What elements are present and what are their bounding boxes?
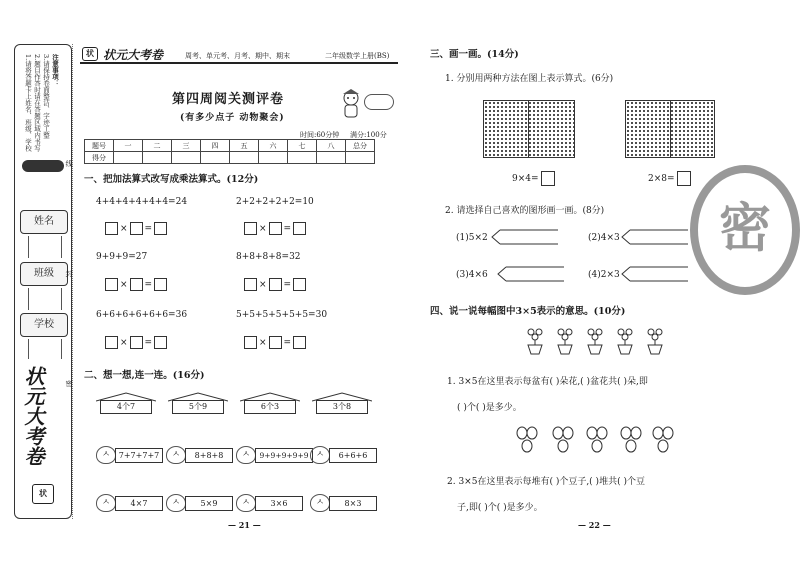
answer-row-5 [105, 336, 167, 349]
school-field[interactable] [28, 339, 62, 359]
section-4-q1-line2: ( )个( )是多少。 [457, 403, 522, 413]
dot-grid-b-divider [670, 100, 671, 158]
equation-4: 8+8+8+8=32 [236, 252, 301, 262]
animal-face-icon: ㅅ [236, 494, 256, 512]
equation-6: 5+5+5+5+5+5=30 [236, 310, 328, 320]
score-input-cell[interactable] [230, 152, 259, 164]
score-input-cell[interactable] [172, 152, 201, 164]
animal-card-label: 8×3 [329, 496, 377, 511]
house-label: 3个8 [316, 400, 368, 414]
equals-sign: = [144, 280, 153, 290]
score-table [84, 139, 375, 164]
section-4-q2-line1: 2. 3×5在这里表示每堆有( )个豆子,( )堆共( )个豆 [447, 477, 645, 487]
equals-sign: = [283, 224, 292, 234]
times-sign: × [120, 280, 128, 290]
notes-badge [22, 160, 64, 172]
name-field[interactable] [28, 236, 62, 258]
section-3-q1: 1. 分别用两种方法在图上表示算式。(6分) [445, 74, 614, 84]
animal-card[interactable] [236, 492, 306, 516]
answer-row-6 [244, 336, 306, 349]
animal-card-label: 9+9+9+9+9 [255, 448, 313, 463]
answer-box[interactable] [154, 336, 167, 349]
section-1-heading: 一、把加法算式改写成乘法算式。(12分) [84, 174, 259, 185]
header-subject: 二年级数学上册(BS) [325, 52, 390, 60]
animal-card[interactable] [96, 492, 166, 516]
answer-row-4 [244, 278, 306, 291]
mascot-speech-bubble [364, 94, 394, 110]
equals-sign: = [283, 280, 292, 290]
score-input-cell[interactable] [346, 152, 375, 164]
score-cell: 二 [143, 140, 172, 152]
score-input-cell[interactable] [114, 152, 143, 164]
brand-vertical-logo [20, 362, 68, 470]
answer-row-2 [244, 222, 306, 235]
animal-card[interactable] [166, 492, 236, 516]
notes-line-2: 2.题目作答时请在答题区域内书写 [33, 54, 41, 152]
answer-box[interactable] [293, 222, 306, 235]
score-input-cell[interactable] [317, 152, 346, 164]
secret-stamp: 密 [690, 165, 800, 295]
score-cell: 一 [114, 140, 143, 152]
answer-box[interactable] [269, 278, 282, 291]
house-label: 4个7 [100, 400, 152, 414]
animal-card[interactable] [96, 444, 166, 468]
score-cell: 四 [201, 140, 230, 152]
score-cell: 七 [288, 140, 317, 152]
animal-face-icon: ㅅ [166, 446, 186, 464]
margin-mark-seal: 封 [65, 270, 73, 277]
times-sign: × [120, 224, 128, 234]
draw-item-4: (4)2×3 [588, 270, 620, 280]
house-card[interactable] [240, 392, 300, 414]
answer-box[interactable] [130, 278, 143, 291]
animal-card-label: 4×7 [115, 496, 163, 511]
animal-face-icon: ㅅ [166, 494, 186, 512]
animal-card-label: 6+6+6 [329, 448, 377, 463]
times-sign: × [259, 224, 267, 234]
name-label: 姓名 [20, 210, 68, 234]
notes-heading: 注意事项： [51, 54, 59, 87]
dot-grid-a-divider [528, 100, 529, 158]
answer-box[interactable] [541, 171, 555, 186]
equation-2: 2+2+2+2+2=10 [236, 197, 314, 207]
answer-box[interactable] [130, 222, 143, 235]
house-card[interactable] [96, 392, 156, 414]
draw-lines-4[interactable] [620, 265, 690, 283]
times-sign: × [120, 338, 128, 348]
answer-row-3 [105, 278, 167, 291]
score-cell: 六 [259, 140, 288, 152]
section-4-q2-line2: 子,即( )个( )是多少。 [457, 503, 543, 513]
header-rule [80, 62, 398, 64]
exam-title: 第四周阅关测评卷 [172, 92, 285, 107]
flower-pots-icon [520, 327, 670, 355]
answer-row-1 [105, 222, 167, 235]
answer-box[interactable] [677, 171, 691, 186]
page-number-right: — 22 — [578, 520, 611, 530]
exam-time: 时间:60分钟 [300, 131, 340, 139]
animal-card[interactable] [236, 444, 309, 468]
equation-5: 6+6+6+6+6+6=36 [96, 310, 188, 320]
animal-card-label: 5×9 [185, 496, 233, 511]
animal-card-label: 3×6 [255, 496, 303, 511]
score-cell: 题号 [85, 140, 114, 152]
mascot-icon [338, 88, 364, 120]
answer-box[interactable] [130, 336, 143, 349]
equals-sign: = [144, 224, 153, 234]
animal-face-icon: ㅅ [96, 494, 116, 512]
animal-face-icon: ㅅ [96, 446, 116, 464]
brand-vertical-text: 状元大考卷 [21, 366, 45, 466]
score-cell: 八 [317, 140, 346, 152]
page-number-left: — 21 — [228, 520, 261, 530]
score-table-score-row [85, 152, 375, 164]
draw-lines-1[interactable] [490, 228, 560, 246]
exam-full-score: 满分:100分 [350, 131, 387, 139]
draw-item-2: (2)4×3 [588, 233, 620, 243]
answer-box[interactable] [269, 222, 282, 235]
draw-lines-3[interactable] [496, 265, 566, 283]
school-label: 学校 [20, 313, 68, 337]
animal-face-icon: ㅅ [310, 446, 330, 464]
times-sign: × [259, 280, 267, 290]
animal-face-icon: ㅅ [236, 446, 256, 464]
answer-box[interactable] [244, 278, 257, 291]
class-field[interactable] [28, 288, 62, 310]
score-input-cell[interactable] [288, 152, 317, 164]
margin-mark-secret: 密 [65, 380, 73, 387]
answer-box[interactable] [105, 278, 118, 291]
notes-line-3: 3.请保持卷面整洁、字迹工整 [42, 54, 50, 139]
animal-card[interactable] [310, 492, 380, 516]
score-input-cell[interactable] [259, 152, 288, 164]
house-card[interactable] [312, 392, 372, 414]
draw-item-3: (3)4×6 [456, 270, 488, 280]
section-4-heading: 四、说一说每幅图中3×5表示的意思。(10分) [430, 306, 626, 317]
section-3-heading: 三、画一画。(14分) [430, 49, 519, 60]
answer-box[interactable] [244, 222, 257, 235]
score-input-cell[interactable] [201, 152, 230, 164]
equation-1: 4+4+4+4+4+4=24 [96, 197, 188, 207]
dot-grid-a[interactable] [483, 100, 575, 158]
equation-9x4-text: 9×4= [512, 174, 539, 184]
house-label: 6个3 [244, 400, 296, 414]
animal-card[interactable] [166, 444, 236, 468]
score-cell: 得分 [85, 152, 114, 164]
animal-card[interactable] [310, 444, 380, 468]
house-label: 5个9 [172, 400, 224, 414]
section-2-heading: 二、想一想,连一连。(16分) [84, 370, 205, 381]
draw-item-1: (1)5×2 [456, 233, 488, 243]
animal-card-label: 8+8+8 [185, 448, 233, 463]
equals-sign: = [144, 338, 153, 348]
header-brand: 状元大考卷 [103, 48, 164, 62]
notes-line-1: 1.请将答题卡上姓名、班级、学校 [24, 54, 32, 152]
answer-box[interactable] [105, 336, 118, 349]
score-cell: 五 [230, 140, 259, 152]
animal-card-label: 7+7+7+7 [115, 448, 163, 463]
answer-box[interactable] [293, 336, 306, 349]
draw-lines-2[interactable] [620, 228, 690, 246]
answer-box[interactable] [154, 222, 167, 235]
equals-sign: = [283, 338, 292, 348]
header-tags: 周考、单元考、月考、期中、期末 [185, 52, 290, 60]
cut-line [72, 44, 73, 519]
header-logo-icon: 状 [82, 47, 98, 61]
score-table-header-row [85, 140, 375, 152]
answer-box[interactable] [293, 278, 306, 291]
answer-box[interactable] [269, 336, 282, 349]
section-4-q1-line1: 1. 3×5在这里表示每盆有( )朵花,( )盆花共( )朵,即 [447, 377, 648, 387]
answer-box[interactable] [244, 336, 257, 349]
answer-box[interactable] [105, 222, 118, 235]
score-cell: 总分 [346, 140, 375, 152]
margin-mark-line: 线 [65, 160, 73, 167]
house-card[interactable] [168, 392, 228, 414]
equation-2x8 [648, 171, 691, 186]
exam-subtitle: (有多少点子 动物聚会) [180, 113, 285, 123]
equation-2x8-text: 2×8= [648, 174, 675, 184]
score-cell: 三 [172, 140, 201, 152]
bean-piles-icon [514, 425, 674, 455]
answer-box[interactable] [154, 278, 167, 291]
class-label: 班级 [20, 262, 68, 286]
equation-3: 9+9+9=27 [96, 252, 148, 262]
animal-face-icon: ㅅ [310, 494, 330, 512]
times-sign: × [259, 338, 267, 348]
sidebar-logo-icon: 状 [32, 484, 54, 504]
score-input-cell[interactable] [143, 152, 172, 164]
equation-9x4 [512, 171, 555, 186]
section-3-q2: 2. 请选择自己喜欢的图形画一画。(8分) [445, 206, 605, 216]
